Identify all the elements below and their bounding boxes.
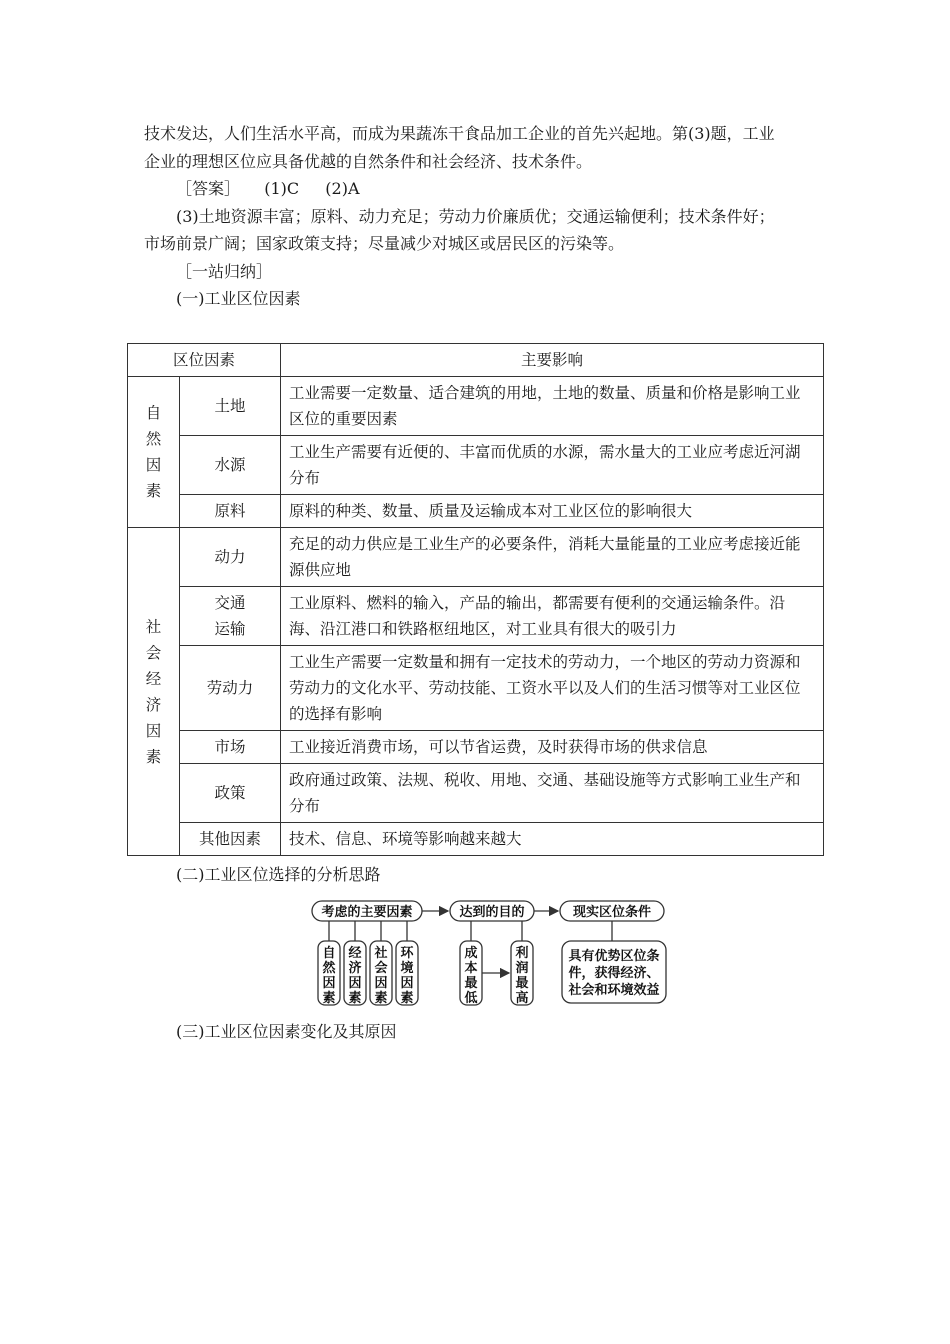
effect-cell: 技术、信息、环境等影响越来越大 (281, 823, 824, 856)
table-row (128, 823, 824, 856)
table-row (128, 731, 824, 764)
effect-cell: 工业生产需要一定数量和拥有一定技术的劳动力，一个地区的劳动力资源和劳动力的文化水平、劳动技能、工资水平以及人们的生活习惯等对工业区位的选择有影响 (281, 646, 824, 731)
table-row (128, 587, 824, 646)
table-row (128, 528, 824, 587)
factor-cell: 政策 (180, 764, 281, 823)
factor-cell: 原料 (180, 495, 281, 528)
natural-char: 自 (322, 946, 336, 961)
answer-2: (2)A (325, 179, 360, 198)
social-economic-factors-cell: 社 会 经 济 因 素 (128, 528, 180, 856)
factor-cell: 交通 运输 (180, 587, 281, 646)
advantage-line: 社会和环境效益 (568, 983, 660, 998)
social-char: 社 (374, 946, 388, 961)
profit-char: 最 (515, 976, 529, 991)
effect-cell: 充足的动力供应是工业生产的必要条件，消耗大量能量的工业应考虑接近能源供应地 (281, 528, 824, 587)
table-row (128, 495, 824, 528)
answer-3-line: (3)土地资源丰富；原料、动力充足；劳动力价廉质优；交通运输便利；技术条件好； (176, 207, 775, 226)
economic-char: 经 (348, 946, 362, 961)
advantage-line: 具有优势区位条 (568, 949, 660, 964)
factor-cell: 劳动力 (180, 646, 281, 731)
main-factors-label: 考虑的主要因素 (321, 905, 413, 920)
effect-cell: 工业需要一定数量、适合建筑的用地，土地的数量、质量和价格是影响工业区位的重要因素 (281, 377, 824, 436)
environment-char: 环 (400, 946, 414, 961)
analysis-flow-diagram (300, 893, 680, 1013)
natural-char: 然 (322, 961, 336, 976)
effect-cell: 工业生产需要有近便的、丰富而优质的水源，需水量大的工业应考虑近河湖分布 (281, 436, 824, 495)
section-heading: (二)工业区位选择的分析思路 (176, 865, 381, 884)
location-factors-table (127, 343, 824, 856)
economic-char: 素 (348, 991, 362, 1006)
answer-label: ［答案］ (176, 179, 241, 198)
profit-char: 高 (515, 991, 529, 1006)
environment-char: 素 (400, 991, 414, 1006)
advantage-line: 件，获得经济、 (568, 966, 660, 981)
social-char: 素 (374, 991, 388, 1006)
cost-char: 低 (464, 991, 478, 1006)
factor-cell: 水源 (180, 436, 281, 495)
cost-char: 最 (464, 976, 478, 991)
natural-factors-cell: 自 然 因 素 (128, 377, 180, 528)
cost-char: 本 (464, 961, 478, 976)
profit-char: 利 (515, 946, 529, 961)
answer-1: (1)C (264, 179, 300, 198)
section-heading: (一)工业区位因素 (176, 289, 301, 308)
table-row (128, 377, 824, 436)
table-header-row (128, 344, 824, 377)
social-char: 会 (374, 961, 388, 976)
real-conditions-label: 现实区位条件 (572, 905, 652, 920)
economic-char: 济 (348, 961, 362, 976)
section-heading: (三)工业区位因素变化及其原因 (176, 1022, 397, 1041)
natural-char: 素 (322, 991, 336, 1006)
table-row (128, 646, 824, 731)
answer-line (176, 179, 360, 199)
factor-cell: 其他因素 (180, 823, 281, 856)
factor-cell: 动力 (180, 528, 281, 587)
summary-label: ［一站归纳］ (176, 262, 273, 281)
natural-char: 因 (322, 976, 336, 991)
environment-char: 因 (400, 976, 414, 991)
goal-label: 达到的目的 (459, 905, 525, 920)
social-char: 因 (374, 976, 388, 991)
table-row (128, 436, 824, 495)
effect-cell: 工业接近消费市场，可以节省运费，及时获得市场的供求信息 (281, 731, 824, 764)
header-effect: 主要影响 (281, 344, 824, 377)
answer-3-line: 市场前景广阔；国家政策支持；尽量减少对城区或居民区的污染等。 (144, 234, 625, 253)
factor-cell: 市场 (180, 731, 281, 764)
cost-char: 成 (464, 946, 478, 961)
paragraph-line: 技术发达，人们生活水平高，而成为果蔬冻干食品加工企业的首先兴起地。第(3)题，工业 (144, 124, 775, 143)
economic-char: 因 (348, 976, 362, 991)
header-factor: 区位因素 (128, 344, 281, 377)
effect-cell: 原料的种类、数量、质量及运输成本对工业区位的影响很大 (281, 495, 824, 528)
factor-cell: 土地 (180, 377, 281, 436)
profit-char: 润 (515, 961, 529, 976)
environment-char: 境 (400, 961, 414, 976)
effect-cell: 政府通过政策、法规、税收、用地、交通、基础设施等方式影响工业生产和分布 (281, 764, 824, 823)
paragraph-line: 企业的理想区位应具备优越的自然条件和社会经济、技术条件。 (144, 152, 593, 171)
effect-cell: 工业原料、燃料的输入，产品的输出，都需要有便利的交通运输条件。沿海、沿江港口和铁路枢纽地区，对工业具有很大的吸引力 (281, 587, 824, 646)
table-row (128, 764, 824, 823)
